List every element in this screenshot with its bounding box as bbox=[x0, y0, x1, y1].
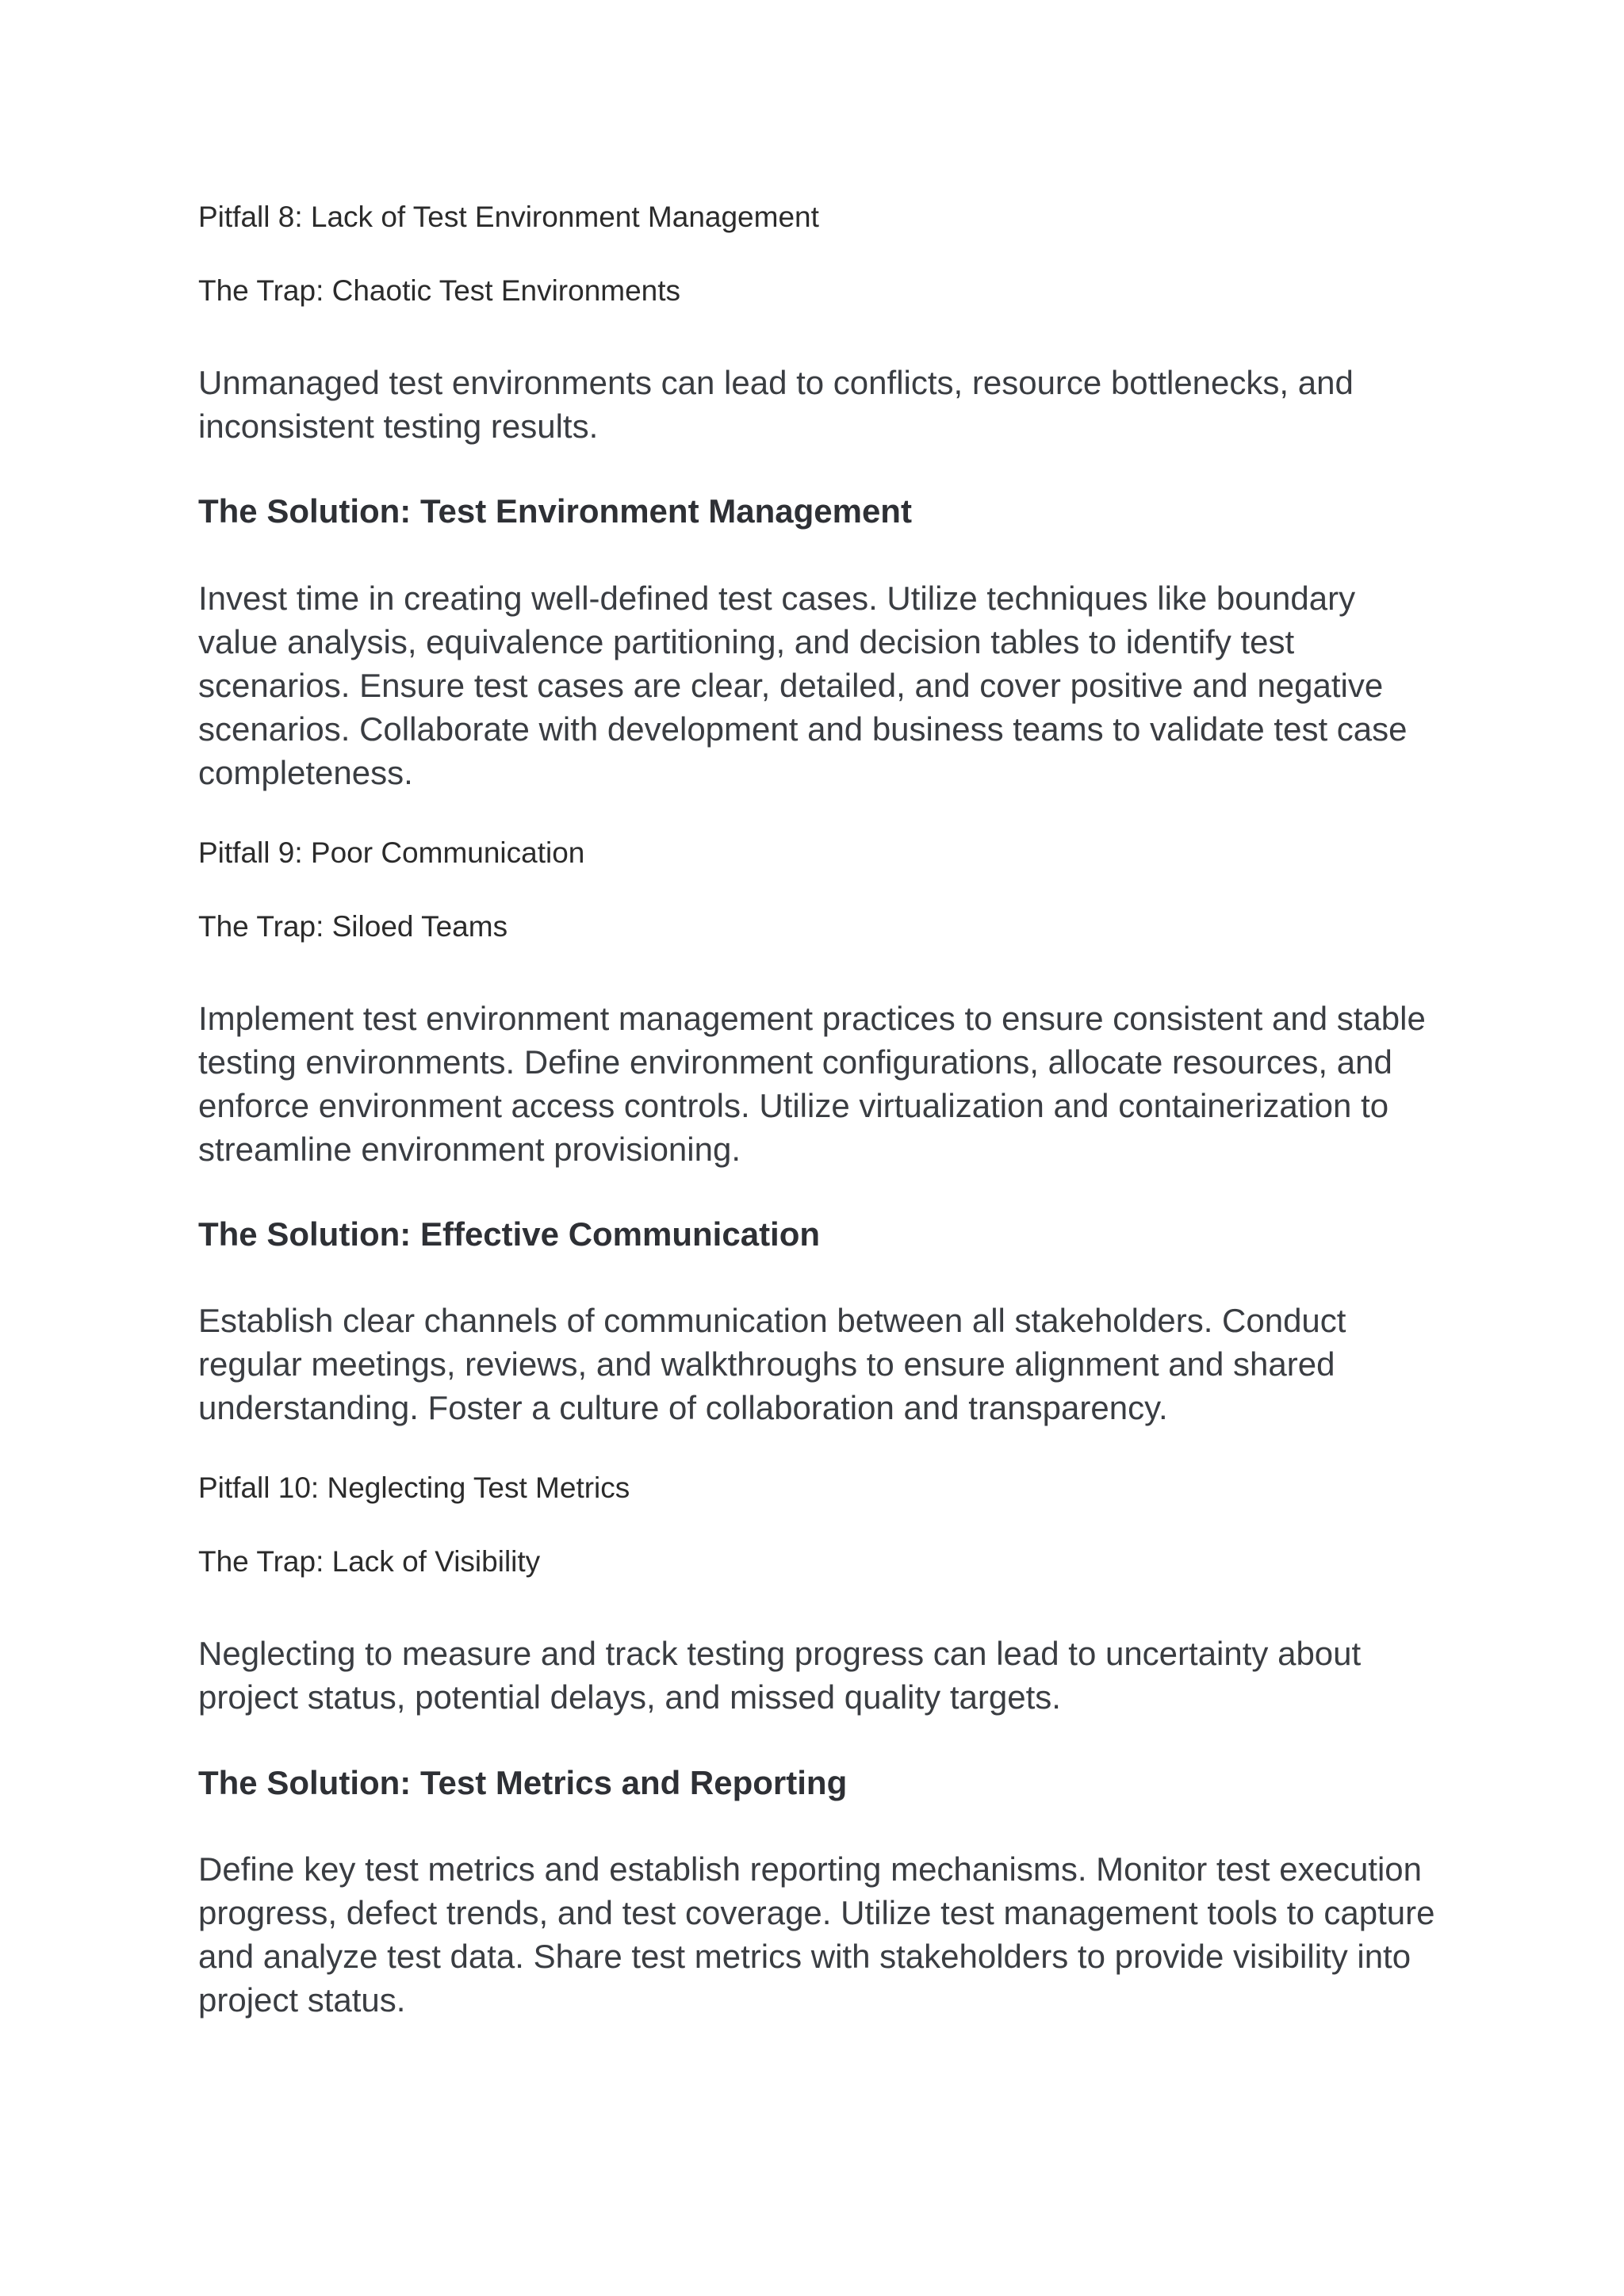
pitfall-8-trap-text: Unmanaged test environments can lead to conflicts, resource bottlenecks, and inconsistent testing results. bbox=[198, 364, 1354, 445]
pitfall-10-trap-text: Neglecting to measure and track testing progress can lead to uncertainty about project status, potential delays, and missed quality targets. bbox=[198, 1635, 1362, 1716]
pitfall-10-title: Pitfall 10: Neglecting Test Metrics bbox=[198, 1471, 630, 1504]
pitfall-10-trap: The Trap: Lack of Visibility bbox=[198, 1545, 541, 1578]
pitfall-9-solution-heading: The Solution: Effective Communication bbox=[198, 1215, 821, 1253]
pitfall-8-solution-heading: The Solution: Test Environment Management bbox=[198, 492, 912, 530]
pitfall-8-trap: The Trap: Chaotic Test Environments bbox=[198, 274, 681, 307]
pitfall-9-title: Pitfall 9: Poor Communication bbox=[198, 836, 585, 869]
pitfall-9-trap-text: Implement test environment management practices to ensure consistent and stable testing environments. Define environment configurations, allocate resources, and enforce environment access controls. Utilize virtualization and containerization to streamline environment provisioning. bbox=[198, 1000, 1426, 1168]
pitfall-9-trap: The Trap: Siloed Teams bbox=[198, 910, 508, 943]
pitfall-9-solution-text: Establish clear channels of communication between all stakeholders. Conduct regular meetings, reviews, and walkthroughs to ensure alignment and shared understanding. Foster a culture of collaboration and transparency. bbox=[198, 1302, 1346, 1426]
pitfall-10-solution-text: Define key test metrics and establish reporting mechanisms. Monitor test execution progress, defect trends, and test coverage. Utilize test management tools to capture and analyze test data. Share test metrics with stakeholders to provide visibility into project status. bbox=[198, 1850, 1435, 2019]
pitfall-8-solution-text: Invest time in creating well-defined test cases. Utilize techniques like boundary value analysis, equivalence partitioning, and decision tables to identify test scenarios. Ensure test cases are clear, detailed, and cover positive and negative scenarios. Collaborate with development and business teams to validate test case completeness. bbox=[198, 580, 1408, 791]
pitfall-8-title: Pitfall 8: Lack of Test Environment Management bbox=[198, 201, 819, 233]
pitfall-10-solution-heading: The Solution: Test Metrics and Reporting bbox=[198, 1764, 848, 1801]
